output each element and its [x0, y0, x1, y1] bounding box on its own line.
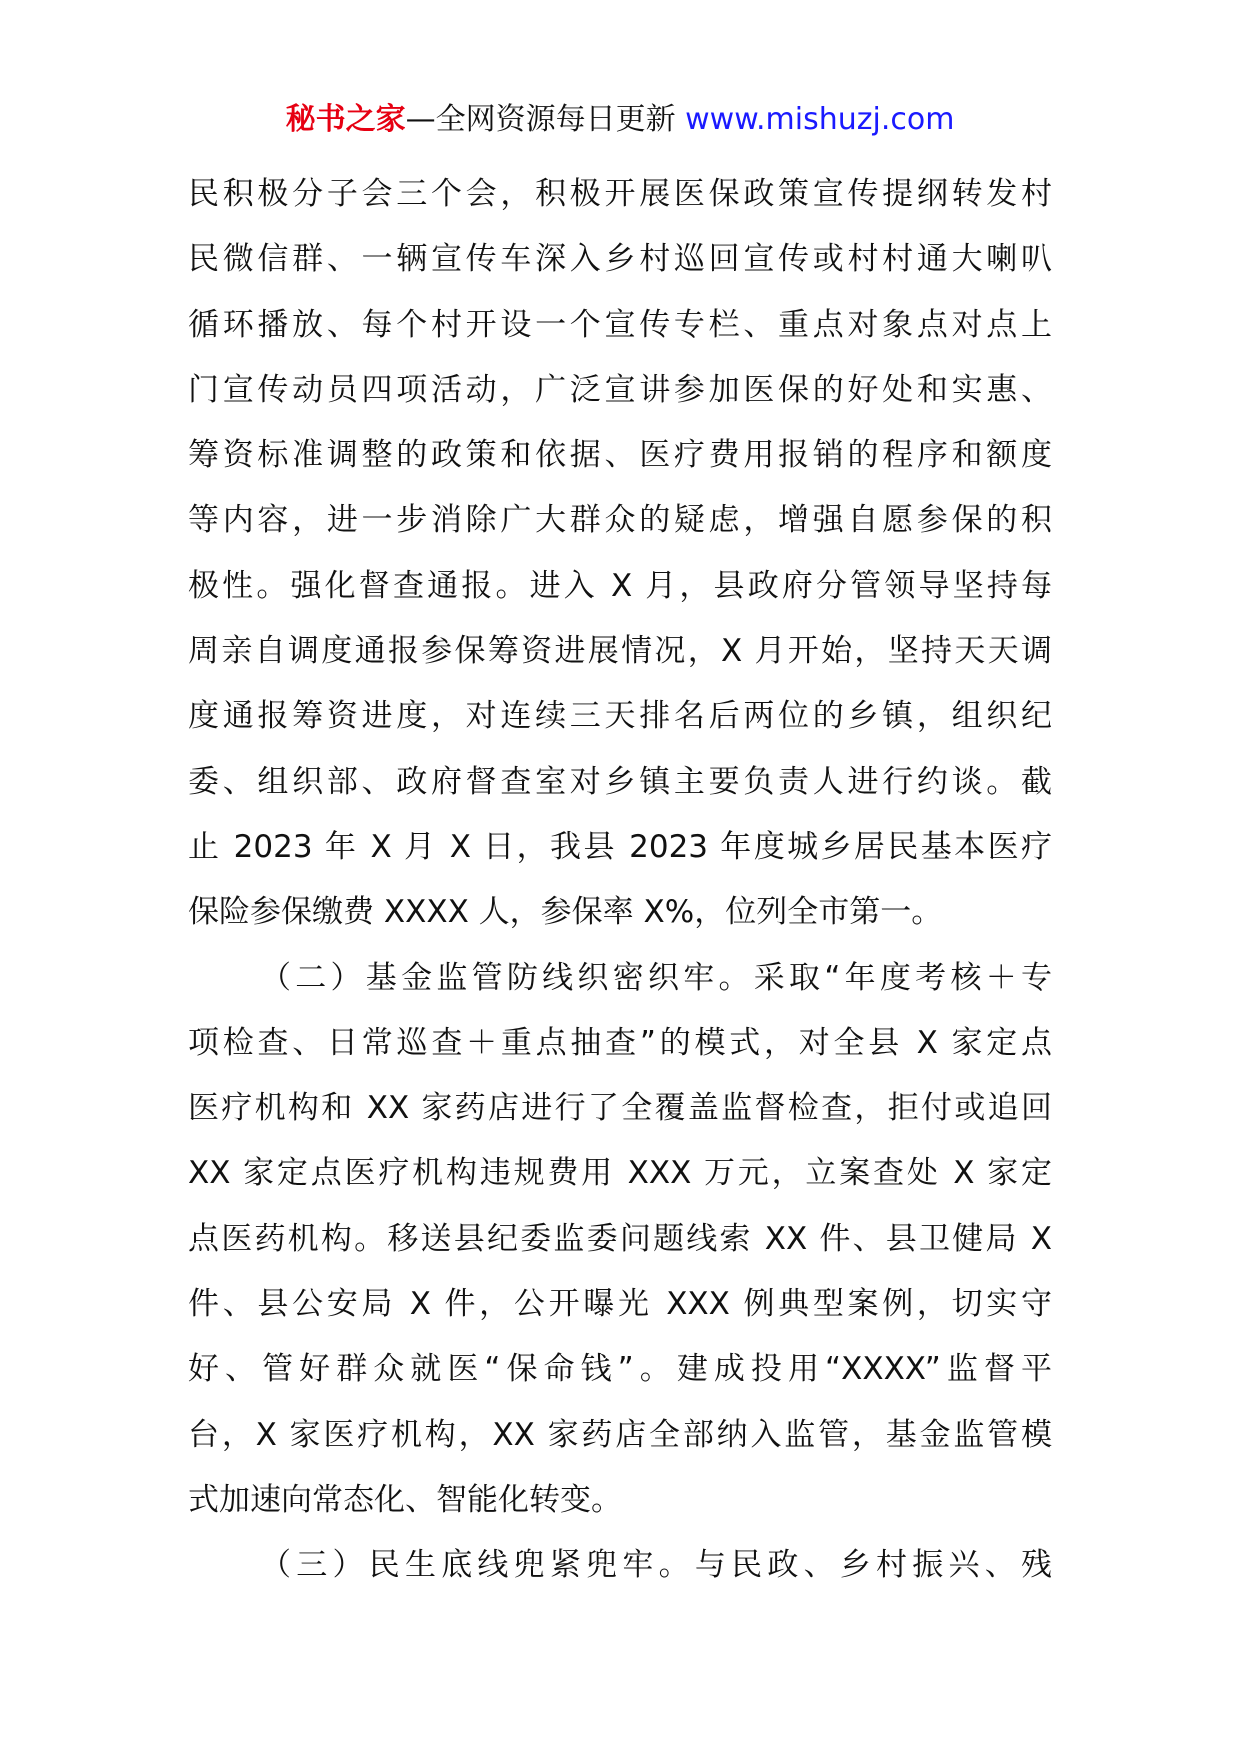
site-header	[0, 100, 1240, 140]
text-line: 医疗机构和 XX 家药店进行了全覆盖监督检查，拒付或追回	[188, 1090, 1052, 1127]
site-url-link[interactable]: www.mishuzj.com	[685, 102, 955, 137]
text-line: 民微信群、一辆宣传车深入乡村巡回宣传或村村通大喇叭	[188, 241, 1052, 278]
text-line: 项检查、日常巡查＋重点抽查”的模式，对全县 X 家定点	[188, 1024, 1052, 1061]
text-line: 保险参保缴费 XXXX 人，参保率 X%，位列全市第一。	[188, 894, 943, 931]
text-line: 等内容，进一步消除广大群众的疑虑，增强自愿参保的积	[188, 502, 1052, 539]
text-line: 度通报筹资进度，对连续三天排名后两位的乡镇，组织纪	[188, 698, 1052, 735]
section-heading-line: （二）基金监管防线织密织牢。采取“年度考核＋专	[260, 959, 1052, 996]
text-line: 止 2023 年 X 月 X 日，我县 2023 年度城乡居民基本医疗	[188, 828, 1052, 865]
site-brand: 秘书之家	[285, 102, 406, 137]
text-line: 循环播放、每个村开设一个宣传专栏、重点对象点对点上	[188, 306, 1052, 343]
text-line: 极性。强化督查通报。进入 X 月，县政府分管领导坚持每	[188, 567, 1052, 604]
text-line: 筹资标准调整的政策和依据、医疗费用报销的程序和额度	[188, 437, 1052, 474]
text-line: 民积极分子会三个会，积极开展医保政策宣传提纲转发村	[188, 176, 1052, 212]
text-line: 门宣传动员四项活动，广泛宣讲参加医保的好处和实惠、	[188, 371, 1052, 408]
text-line: 件、县公安局 X 件，公开曝光 XXX 例典型案例，切实守	[188, 1286, 1052, 1323]
section-heading-line: （三）民生底线兜紧兜牢。与民政、乡村振兴、残	[260, 1547, 1052, 1584]
document-body	[188, 162, 1052, 1599]
text-line: 好、管好群众就医“保命钱”。建成投用“XXXX”监督平	[188, 1351, 1052, 1388]
text-line: 点医药机构。移送县纪委监委问题线索 XX 件、县卫健局 X	[188, 1220, 1052, 1257]
text-line: 台，X 家医疗机构，XX 家药店全部纳入监管，基金监管模	[188, 1416, 1052, 1453]
text-line: 周亲自调度通报参保筹资进展情况，X 月开始，坚持天天调	[188, 633, 1052, 670]
text-line: 委、组织部、政府督查室对乡镇主要负责人进行约谈。截	[188, 763, 1052, 800]
text-line: 式加速向常态化、智能化转变。	[188, 1481, 622, 1518]
site-tagline: —全网资源每日更新	[405, 102, 686, 137]
text-line: XX 家定点医疗机构违规费用 XXX 万元，立案查处 X 家定	[188, 1155, 1052, 1192]
